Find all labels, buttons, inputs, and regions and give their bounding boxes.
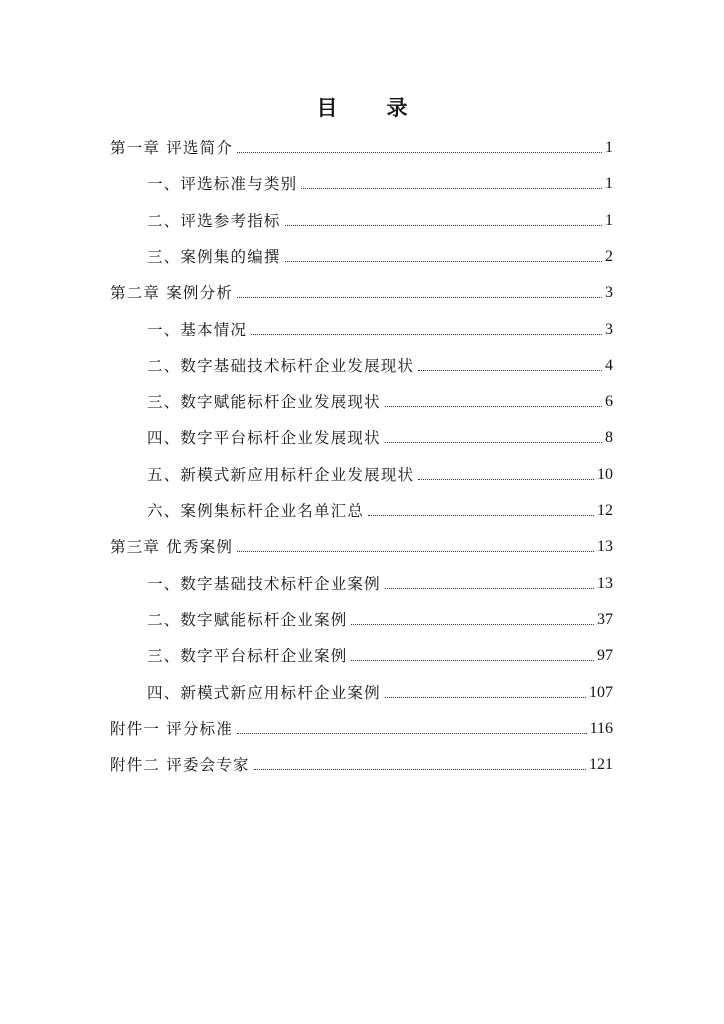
toc-dot-leader bbox=[237, 296, 602, 298]
toc-entry-label: 三、数字平台标杆企业案例 bbox=[147, 647, 348, 666]
toc-entry-page-number: 3 bbox=[605, 320, 613, 338]
toc-entry-page-number: 8 bbox=[605, 429, 613, 447]
toc-dot-leader bbox=[301, 187, 602, 189]
toc-entry[interactable] bbox=[147, 463, 613, 487]
toc-entry[interactable] bbox=[147, 390, 613, 414]
toc-dot-leader bbox=[385, 405, 602, 407]
toc-dot-leader bbox=[237, 151, 602, 153]
toc-entry[interactable] bbox=[147, 644, 613, 668]
toc-entry-label: 六、案例集标杆企业名单汇总 bbox=[147, 502, 365, 520]
toc-entry-label: 二、评选参考指标 bbox=[147, 211, 281, 230]
toc-entry-page-number: 1 bbox=[605, 139, 613, 156]
toc-dot-leader bbox=[237, 732, 587, 734]
toc-entry-page-number: 10 bbox=[597, 465, 613, 483]
toc-entry[interactable] bbox=[110, 753, 613, 777]
toc-entry[interactable] bbox=[147, 318, 613, 342]
toc-entry[interactable] bbox=[147, 172, 613, 196]
toc-dot-leader bbox=[285, 260, 602, 262]
toc-entry[interactable] bbox=[110, 535, 613, 559]
toc-entry-page-number: 116 bbox=[589, 719, 613, 737]
toc-entry[interactable] bbox=[147, 572, 613, 596]
toc-entry-label: 附件一 评分标准 bbox=[110, 719, 234, 738]
toc-entry-page-number: 6 bbox=[605, 393, 613, 411]
toc-entry-label: 第三章 优秀案例 bbox=[110, 538, 234, 557]
toc-dot-leader bbox=[237, 550, 594, 552]
toc-entry[interactable] bbox=[110, 717, 613, 741]
toc-entry-page-number: 1 bbox=[605, 211, 613, 229]
toc-entry-page-number: 2 bbox=[605, 247, 613, 265]
toc-dot-leader bbox=[418, 478, 594, 480]
toc-entry-page-number: 1 bbox=[605, 175, 613, 193]
toc-dot-leader bbox=[385, 696, 586, 698]
toc-entry[interactable] bbox=[147, 209, 613, 233]
toc-entry-page-number: 3 bbox=[605, 284, 613, 302]
toc-dot-leader bbox=[285, 224, 602, 226]
toc-entry[interactable] bbox=[110, 281, 613, 305]
toc-entry-label: 四、新模式新应用标杆企业案例 bbox=[147, 683, 381, 702]
toc-entry-label: 附件二 评委会专家 bbox=[110, 756, 250, 775]
toc-entry-label: 五、新模式新应用标杆企业发展现状 bbox=[147, 465, 415, 484]
toc-entry-label: 四、数字平台标杆企业发展现状 bbox=[147, 429, 381, 448]
toc-entry-page-number: 4 bbox=[605, 356, 613, 374]
toc-entry-page-number: 121 bbox=[589, 756, 613, 774]
toc-entry[interactable] bbox=[147, 499, 613, 523]
toc-entry[interactable] bbox=[147, 608, 613, 632]
toc-entry[interactable] bbox=[147, 245, 613, 269]
toc-dot-leader bbox=[418, 369, 602, 371]
toc-entry-label: 一、评选标准与类别 bbox=[147, 175, 298, 194]
toc-entry-page-number: 13 bbox=[597, 574, 613, 592]
toc-entry[interactable] bbox=[147, 426, 613, 450]
toc-entry-label: 二、数字基础技术标杆企业发展现状 bbox=[147, 356, 415, 375]
toc-entry-page-number: 12 bbox=[597, 502, 613, 519]
toc-dot-leader bbox=[251, 333, 602, 335]
toc-entry-label: 一、基本情况 bbox=[147, 320, 248, 339]
toc-entry-page-number: 37 bbox=[597, 610, 613, 628]
toc-dot-leader bbox=[385, 587, 594, 589]
toc-entry[interactable] bbox=[147, 681, 613, 705]
toc-entry-label: 一、数字基础技术标杆企业案例 bbox=[147, 574, 381, 593]
toc-dot-leader bbox=[385, 441, 602, 443]
toc-entry-label: 三、数字赋能标杆企业发展现状 bbox=[147, 393, 381, 412]
toc-entry-label: 二、数字赋能标杆企业案例 bbox=[147, 610, 348, 629]
toc-entry-label: 三、案例集的编撰 bbox=[147, 247, 281, 266]
toc-entry-page-number: 97 bbox=[597, 647, 613, 665]
toc-entry-page-number: 107 bbox=[589, 683, 613, 701]
toc-dot-leader bbox=[368, 514, 594, 516]
toc-dot-leader bbox=[254, 768, 586, 770]
toc-entry[interactable] bbox=[147, 354, 613, 378]
toc-dot-leader bbox=[351, 623, 594, 625]
toc-entry-label: 第一章 评选简介 bbox=[110, 139, 234, 157]
toc-entry[interactable] bbox=[110, 136, 613, 160]
toc-entry-page-number: 13 bbox=[597, 538, 613, 556]
toc-dot-leader bbox=[351, 659, 594, 661]
toc-entry-label: 第二章 案例分析 bbox=[110, 284, 234, 303]
page-title: 目 录 bbox=[316, 95, 422, 120]
